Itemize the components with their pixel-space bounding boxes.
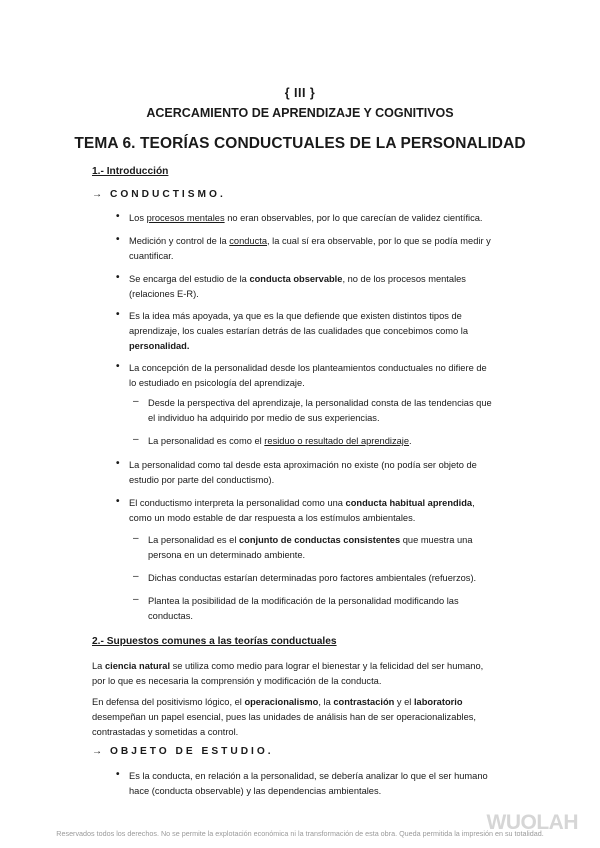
list-item: Dichas conductas estarían determinadas poro factores ambientales (refuerzos). [148, 573, 477, 583]
bullet-icon: • [116, 496, 120, 507]
bullet-icon: • [116, 272, 120, 283]
list-item: La personalidad como tal desde esta aproximación no existe (no podía ser objeto de estudio por parte del conductismo). [129, 460, 477, 485]
dash-icon: – [133, 533, 139, 544]
list-item: La personalidad es como el residuo o resultado del aprendizaje. [148, 436, 412, 446]
bullet-icon: • [116, 234, 120, 245]
arrow-right-icon: → [92, 189, 103, 200]
list-item: Plantea la posibilidad de la modificación de la personalidad modificando las conductas. [148, 596, 459, 621]
arrow-right-icon: → [92, 746, 103, 757]
dash-icon: – [133, 571, 139, 582]
paragraph: En defensa del positivismo lógico, el operacionalismo, la contrastación y el laboratorio desempeñan un papel esencial, pues las unidades de análisis han de ser operacionalizables, contrastadas y sometidas a control. [92, 697, 477, 737]
subsection-conductismo: → CONDUCTISMO. [92, 189, 226, 200]
section-heading-supuestos: 2.- Supuestos comunes a las teorías conductuales [92, 636, 337, 647]
wuolah-watermark: WUOLAH [486, 811, 578, 834]
list-item: La personalidad es el conjunto de conductas consistentes que muestra una persona en un determinado ambiente. [148, 535, 473, 560]
list-item: Medición y control de la conducta, la cual sí era observable, por lo que se podía medir y cuantificar. [129, 236, 491, 261]
list-item: Es la conducta, en relación a la personalidad, se debería analizar lo que el ser humano hace (conducta observable) y las dependencias ambientales. [129, 771, 488, 796]
bullet-icon: • [116, 458, 120, 469]
bullet-icon: • [116, 211, 120, 222]
list-item: Se encarga del estudio de la conducta observable, no de los procesos mentales (relaciones E-R). [129, 274, 466, 299]
bullet-icon: • [116, 361, 120, 372]
section-heading-introduccion: 1.- Introducción [92, 166, 169, 177]
paragraph: La ciencia natural se utiliza como medio para lograr el bienestar y la felicidad del ser humano, por lo que es necesaria la comprensión y modificación de la conducta. [92, 661, 484, 686]
dash-icon: – [133, 396, 139, 407]
copyright-footer: Reservados todos los derechos. No se permite la explotación económica ni la transformación de esta obra. Queda permitida la impresión en su totalidad. [56, 829, 544, 838]
list-item: La concepción de la personalidad desde los planteamientos conductuales no difiere de lo estudiado en psicología del aprendizaje. [129, 363, 487, 388]
unit-number: { III } [284, 86, 316, 100]
list-item: Es la idea más apoyada, ya que es la que defiende que existen distintos tipos de aprendizaje, los cuales estarían detrás de las cualidades que concebimos como la personalidad. [129, 311, 469, 351]
list-item: Desde la perspectiva del aprendizaje, la personalidad consta de las tendencias que el individuo ha adquirido por medio de sus experiencias. [148, 398, 492, 423]
dash-icon: – [133, 434, 139, 445]
page-title: TEMA 6. TEORÍAS CONDUCTUALES DE LA PERSONALIDAD [74, 135, 526, 152]
bullet-icon: • [116, 309, 120, 320]
subsection-objeto-de-estudio: → OBJETO DE ESTUDIO. [92, 746, 274, 757]
bullet-icon: • [116, 769, 120, 780]
dash-icon: – [133, 594, 139, 605]
list-item: El conductismo interpreta la personalidad como una conducta habitual aprendida, como un modo estable de dar respuesta a los estímulos ambientales. [129, 498, 475, 523]
subject-title: ACERCAMIENTO DE APRENDIZAJE Y COGNITIVOS [146, 106, 454, 120]
list-item: Los procesos mentales no eran observables, por lo que carecían de validez científica. [129, 213, 483, 223]
